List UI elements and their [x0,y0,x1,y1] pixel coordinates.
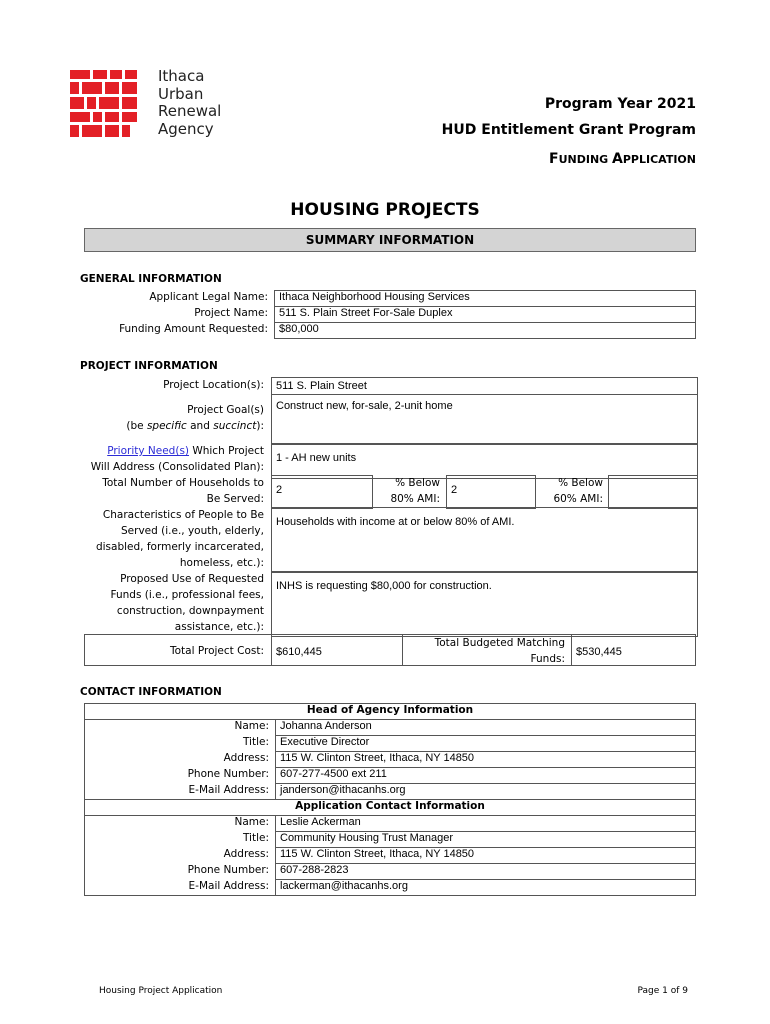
agency-logo [70,67,230,150]
head-address-field[interactable]: 115 W. Clinton Street, Ithaca, NY 14850 [276,752,696,768]
contact-table [84,703,696,896]
head-email-label: E-Mail Address: [85,784,276,800]
table-row [85,704,696,720]
table-row [85,800,696,816]
general-info-heading: GENERAL INFORMATION [80,273,222,285]
page-title: HOUSING PROJECTS [290,200,480,220]
project-name-label: Project Name: [84,307,275,323]
households-field[interactable]: 2 [271,475,373,509]
priority-need-link[interactable]: Priority Need(s) [107,445,190,457]
below-80-label: % Below 80% AMI: [390,477,440,505]
contact-info-heading: CONTACT INFORMATION [80,686,222,698]
contact-title-label: Title: [85,832,276,848]
matching-funds-field[interactable]: $530,445 [571,634,697,666]
application-contact-title: Application Contact Information [85,800,696,816]
head-name-label: Name: [85,720,276,736]
contact-address-label: Address: [85,848,276,864]
footer-document-name: Housing Project Application [99,986,223,996]
head-phone-label: Phone Number: [85,768,276,784]
location-field[interactable]: 511 S. Plain Street [271,377,698,395]
table-row [85,880,696,896]
proposed-use-label: Proposed Use of Requested Funds (i.e., professional fees, construction, downpayment assistance, etc.): [110,573,264,633]
table-row [84,291,696,307]
table-row [85,832,696,848]
summary-bar: SUMMARY INFORMATION [84,228,696,252]
footer-page-number: Page 1 of 9 [637,986,688,996]
priority-label: Priority Need(s) Which Project Will Address (Consolidated Plan): [90,445,264,473]
application-title: FUNDING APPLICATION [549,151,696,167]
below-60-field[interactable] [608,475,698,509]
program-name: HUD Entitlement Grant Program [441,122,696,138]
below-60-label: % Below 60% AMI: [553,477,603,505]
funding-amount-field[interactable]: $80,000 [275,323,696,339]
matching-funds-label: Total Budgeted Matching Funds: [434,637,565,665]
project-info-heading: PROJECT INFORMATION [80,360,218,372]
goal-label: Project Goal(s) (be specific and succinct): [126,404,264,432]
contact-phone-field[interactable]: 607-288-2823 [276,864,696,880]
head-title-label: Title: [85,736,276,752]
funding-amount-label: Funding Amount Requested: [84,323,275,339]
contact-name-label: Name: [85,816,276,832]
table-row [85,736,696,752]
table-row [84,307,696,323]
logo-text: Ithaca Urban Renewal Agency [158,67,222,138]
location-label: Project Location(s): [163,379,264,391]
contact-phone-label: Phone Number: [85,864,276,880]
general-info-table [84,290,696,339]
table-row [85,784,696,800]
head-of-agency-title: Head of Agency Information [85,704,696,720]
contact-address-field[interactable]: 115 W. Clinton Street, Ithaca, NY 14850 [276,848,696,864]
proposed-use-field[interactable]: INHS is requesting $80,000 for construction. [271,571,698,637]
table-row [84,323,696,339]
head-title-field[interactable]: Executive Director [276,736,696,752]
contact-email-label: E-Mail Address: [85,880,276,896]
goal-field[interactable]: Construct new, for-sale, 2-unit home [271,394,698,445]
table-row [85,752,696,768]
project-name-field[interactable]: 511 S. Plain Street For-Sale Duplex [275,307,696,323]
characteristics-field[interactable]: Households with income at or below 80% of AMI. [271,507,698,573]
head-email-field[interactable]: janderson@ithacanhs.org [276,784,696,800]
table-row [85,864,696,880]
head-address-label: Address: [85,752,276,768]
characteristics-label: Characteristics of People to Be Served (i.e., youth, elderly, disabled, formerly incarcerated, homeless, etc.): [95,509,264,569]
total-cost-label: Total Project Cost: [169,645,264,657]
table-row [85,720,696,736]
total-cost-field[interactable]: $610,445 [271,634,403,666]
head-phone-field[interactable]: 607-277-4500 ext 211 [276,768,696,784]
applicant-name-label: Applicant Legal Name: [84,291,275,307]
table-row [85,816,696,832]
contact-email-field[interactable]: lackerman@ithacanhs.org [276,880,696,896]
table-row [85,768,696,784]
program-year: Program Year 2021 [544,96,696,112]
contact-title-field[interactable]: Community Housing Trust Manager [276,832,696,848]
head-name-field[interactable]: Johanna Anderson [276,720,696,736]
logo-brick-icon [70,70,150,150]
applicant-name-field[interactable]: Ithaca Neighborhood Housing Services [275,291,696,307]
table-row [85,848,696,864]
households-label: Total Number of Households to Be Served: [102,477,264,505]
priority-field[interactable]: 1 - AH new units [271,443,698,479]
below-80-field[interactable]: 2 [446,475,536,509]
contact-name-field[interactable]: Leslie Ackerman [276,816,696,832]
